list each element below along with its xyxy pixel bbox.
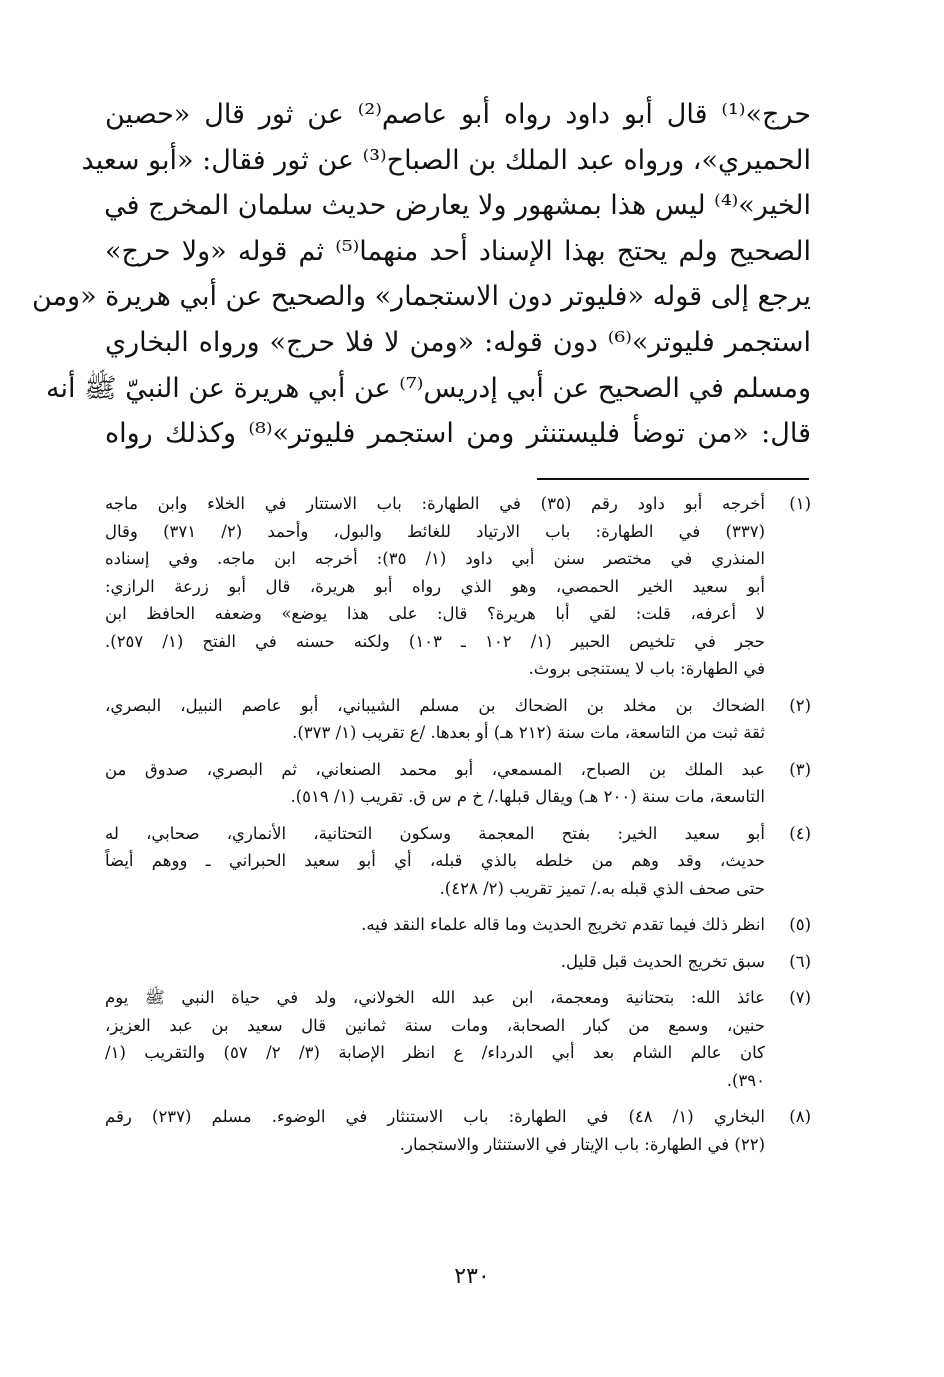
footnote-line: (٢٢) في الطهارة: باب الإيتار في الاستنثار والاستجمار. [399,1134,765,1154]
footnote-number: (٢) [789,695,811,715]
footnotes [105,490,811,1167]
footnote-text [105,820,765,903]
footnote-5 [105,911,811,939]
footnote-line: المنذري في مختصر سنن أبي داود (١/ ٣٥): أخرجه ابن ماجه. وفي إسناده [105,549,765,568]
footnote-line: ٣٩٠). [726,1070,765,1090]
footnote-7 [105,984,811,1094]
footnote-line: أبو سعيد الخير: بفتح المعجمة وسكون التحتانية، الأنماري، صحابي، له [105,823,765,843]
footnote-line: حتى صحف الذي قبله به./ تميز تقريب (٢/ ٤٢٨). [439,878,765,898]
main-text-line: الخير»⁽⁴⁾ ليس هذا بمشهور ولا يعارض حديث سلمان المخرج في [104,190,811,222]
footnote-line: أخرجه أبو داود رقم (٣٥) في الطهارة: باب الاستتار في الخلاء وابن ماجه [105,494,765,513]
footnote-line: سبق تخريج الحديث قبل قليل. [560,951,765,971]
footnote-text [105,692,765,747]
footnote-line: أبو سعيد الخير الحمصي، وهو الذي رواه أبو هريرة، قال أبو زرعة الرازي: [105,576,765,596]
main-text-line: استجمر فليوتر»⁽⁶⁾ دون قوله: «ومن لا فلا حرج» ورواه البخاري [105,326,812,358]
footnote-text [105,756,765,811]
main-text-line: الصحيح ولم يحتج بهذا الإسناد أحد منهما⁽⁵⁾ ثم قوله «ولا حرج» [105,235,811,267]
footnote-number: (٦) [789,951,811,971]
page-number: ٢٣٠ [454,1264,490,1289]
main-text-line: ومسلم في الصحيح عن أبي إدريس⁽⁷⁾ عن أبي هريرة عن النبيّ ﷺ أنه [45,372,811,404]
footnote-line: ثقة ثبت من التاسعة، مات سنة (٢١٢ هـ) أو بعدها. /ع تقريب (١/ ٣٧٣). [292,723,765,742]
main-text-line: قال: «من توضأ فليستنثر ومن استجمر فليوتر»⁽⁸⁾ وكذلك رواه [105,418,811,450]
footnote-6 [105,948,811,976]
footnote-8 [105,1103,811,1158]
footnote-number: (٤) [789,823,811,843]
footnote-number: (٧) [789,988,811,1007]
main-text-line: يرجع إلى قوله «فليوتر دون الاستجمار» والصحيح عن أبي هريرة «ومن [32,281,811,313]
footnote-text [105,490,765,683]
footnote-3 [105,756,811,811]
footnote-line: حديث، وقد وهم من خلطه بالذي قبله، أي أبو سعيد الحبراني ـ ووهم أيضاً [105,851,765,870]
footnote-line: (٣٣٧) في الطهارة: باب الارتياد للغائط والبول، وأحمد (٢/ ٣٧١) وقال [105,521,765,541]
footnote-line: في الطهارة: باب لا يستنجى بروث. [528,659,765,678]
footnote-number: (٨) [789,1107,811,1126]
footnote-number: (١) [789,494,811,513]
footnote-line: انظر ذلك فيما تقدم تخريج الحديث وما قاله علماء النقد فيه. [361,915,765,934]
footnote-line: عبد الملك بن الصباح، المسمعي، أبو محمد الصنعاني، ثم البصري، صدوق من [105,759,765,779]
footnote-text [105,911,765,939]
footnote-text [105,948,765,976]
main-text-line: الحميري»، ورواه عبد الملك بن الصباح⁽³⁾ عن ثور فقال: «أبو سعيد [81,144,811,176]
footnote-number: (٥) [789,915,811,934]
footnote-line: الضحاك بن مخلد بن الضحاك بن مسلم الشيباني، أبو عاصم النبيل، البصري، [105,695,765,715]
footnote-line: حجر في تلخيص الحبير (١/ ١٠٢ ـ ١٠٣) ولكنه حسنه في الفتح (١/ ٢٥٧). [105,631,765,651]
footnote-line: حنين، وسمع من كبار الصحابة، ومات سنة ثمانين قال سعيد بن عبد العزيز، [105,1015,765,1035]
footnote-line: البخاري (١/ ٤٨) في الطهارة: باب الاستنثار في الوضوء. مسلم (٢٣٧) رقم [105,1107,765,1126]
footnote-2 [105,692,811,747]
footnote-text [105,1103,765,1158]
footnote-4 [105,820,811,903]
footnote-1 [105,490,811,683]
footnote-line: كان عالم الشام بعد أبي الدرداء/ ع انظر الإصابة (٣/ ٢/ ٥٧) والتقريب (١/ [105,1043,765,1062]
footnote-number: (٣) [789,759,811,779]
footnote-separator [537,478,809,480]
main-text [32,92,812,457]
footnote-text [105,984,765,1094]
footnote-line: عائذ الله: بتحتانية ومعجمة، ابن عبد الله الخولاني، ولد في حياة النبي ﷺ يوم [105,988,765,1007]
main-text-line: حرج»⁽¹⁾ قال أبو داود رواه أبو عاصم⁽²⁾ عن ثور قال «حصين [105,99,812,130]
footnote-line: لا أعرفه، قلت: لقي أبا هريرة؟ قال: على هذا يوضع» وضعفه الحافظ ابن [105,604,765,623]
footnote-line: التاسعة، مات سنة (٢٠٠ هـ) ويقال قبلها./ خ م س ق. تقريب (١/ ٥١٩). [290,787,765,806]
